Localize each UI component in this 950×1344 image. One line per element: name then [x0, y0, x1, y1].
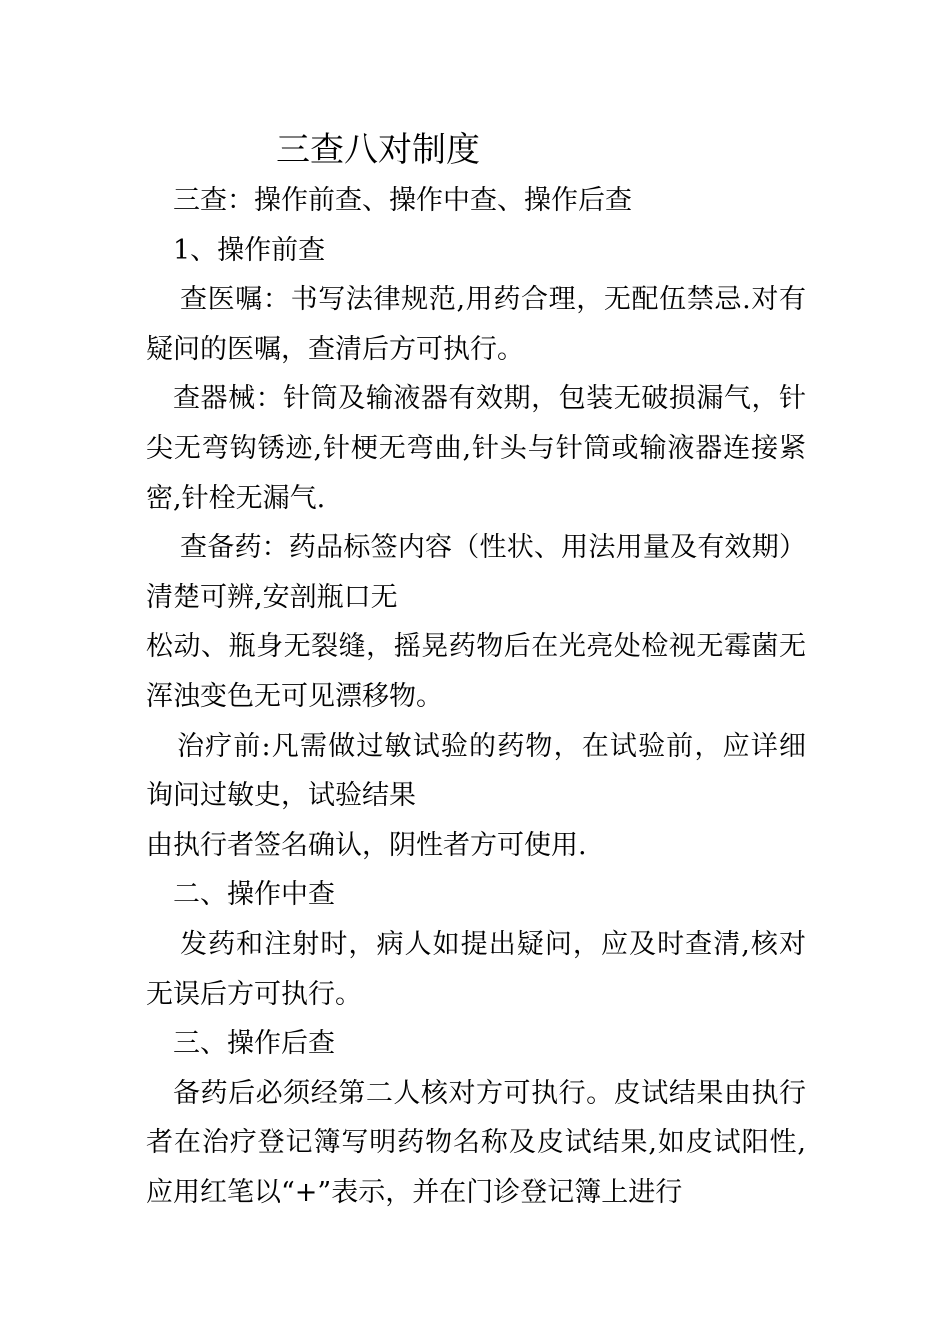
paragraph-three-checks-summary: 三查：操作前查、操作中查、操作后查	[173, 185, 632, 216]
paragraph-before-treatment-continued: 由执行者签名确认，阴性者方可使用.	[146, 829, 587, 861]
paragraph-check-medicine: 查备药：药品标签内容（性状、用法用量及有效期）清楚可辨,安剖瓶口无	[146, 532, 806, 613]
heading-during-operation: 二、操作中查	[173, 879, 335, 911]
document-title: 三查八对制度	[276, 130, 480, 170]
paragraph-after-operation: 备药后必须经第二人核对方可执行。皮试结果由执行者在治疗登记簿写明药物名称及皮试结果,如皮试阳性,应用红笔以“+”表示，并在门诊登记簿上进行	[146, 1077, 806, 1208]
paragraph-check-instruments: 查器械：针筒及输液器有效期，包装无破损漏气，针尖无弯钩锈迹,针梗无弯曲,针头与针筒或输液器连接紧密,针栓无漏气.	[146, 383, 806, 514]
heading-after-operation: 三、操作后查	[173, 1028, 335, 1060]
paragraph-check-medicine-continued: 松动、瓶身无裂缝，摇晃药物后在光亮处检视无霉菌无浑浊变色无可见漂移物。	[146, 631, 806, 712]
heading-before-operation: 1、操作前查	[173, 234, 326, 266]
document-body	[146, 176, 806, 1217]
paragraph-check-orders: 查医嘱：书写法律规范,用药合理，无配伍禁忌.对有疑问的医嘱，查清后方可执行。	[146, 284, 806, 365]
paragraph-before-treatment: 治疗前:凡需做过敏试验的药物，在试验前，应详细询问过敏史，试验结果	[146, 730, 806, 812]
paragraph-during-operation: 发药和注射时，病人如提出疑问，应及时查清,核对无误后方可执行。	[146, 928, 806, 1010]
